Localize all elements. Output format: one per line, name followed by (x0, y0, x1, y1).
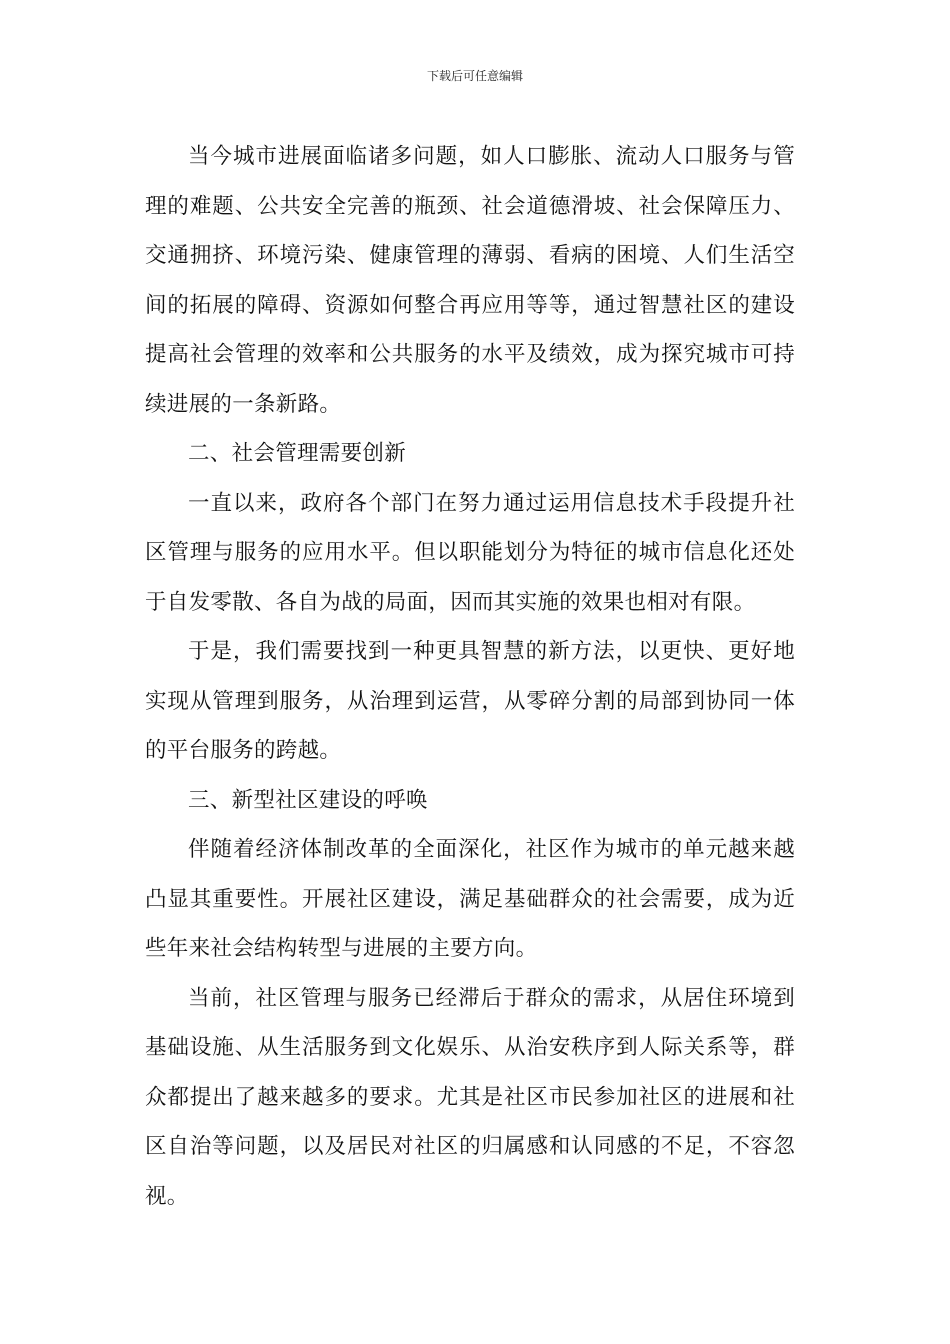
section-heading-3: 三、新型社区建设的呼唤 (188, 787, 428, 813)
document-body (145, 132, 795, 1221)
paragraph-new-method: 于是，我们需要找到一种更具智慧的新方法，以更快、更好地实现从管理到服务，从治理到运营，从零碎分割的局部到协同一体的平台服务的跨越。 (145, 639, 795, 763)
page-header-note: 下载后可任意编辑 (426, 69, 523, 83)
paragraph-community-importance: 伴随着经济体制改革的全面深化，社区作为城市的单元越来越凸显其重要性。开展社区建设，满足基础群众的社会需要，成为近些年来社会结构转型与进展的主要方向。 (145, 837, 795, 961)
paragraph-government-it: 一直以来，政府各个部门在努力通过运用信息技术手段提升社区管理与服务的应用水平。但以职能划分为特征的城市信息化还处于自发零散、各自为战的局面，因而其实施的效果也相对有限。 (145, 490, 795, 615)
paragraph-community-demands: 当前，社区管理与服务已经滞后于群众的需求，从居住环境到基础设施、从生活服务到文化娱乐、从治安秩序到人际关系等，群众都提出了越来越多的要求。尤其是社区市民参加社区的进展和社区自治等问题，以及居民对社区的归属感和认同感的不足，不容忽视。 (145, 985, 795, 1209)
paragraph-city-problems: 当今城市进展面临诸多问题，如人口膨胀、流动人口服务与管理的难题、公共安全完善的瓶颈、社会道德滑坡、社会保障压力、交通拥挤、环境污染、健康管理的薄弱、看病的困境、人们生活空间的拓展的障碍、资源如何整合再应用等等，通过智慧社区的建设提高社会管理的效率和公共服务的水平及绩效，成为探究城市可持续进展的一条新路。 (145, 144, 795, 417)
section-heading-2: 二、社会管理需要创新 (188, 441, 407, 466)
